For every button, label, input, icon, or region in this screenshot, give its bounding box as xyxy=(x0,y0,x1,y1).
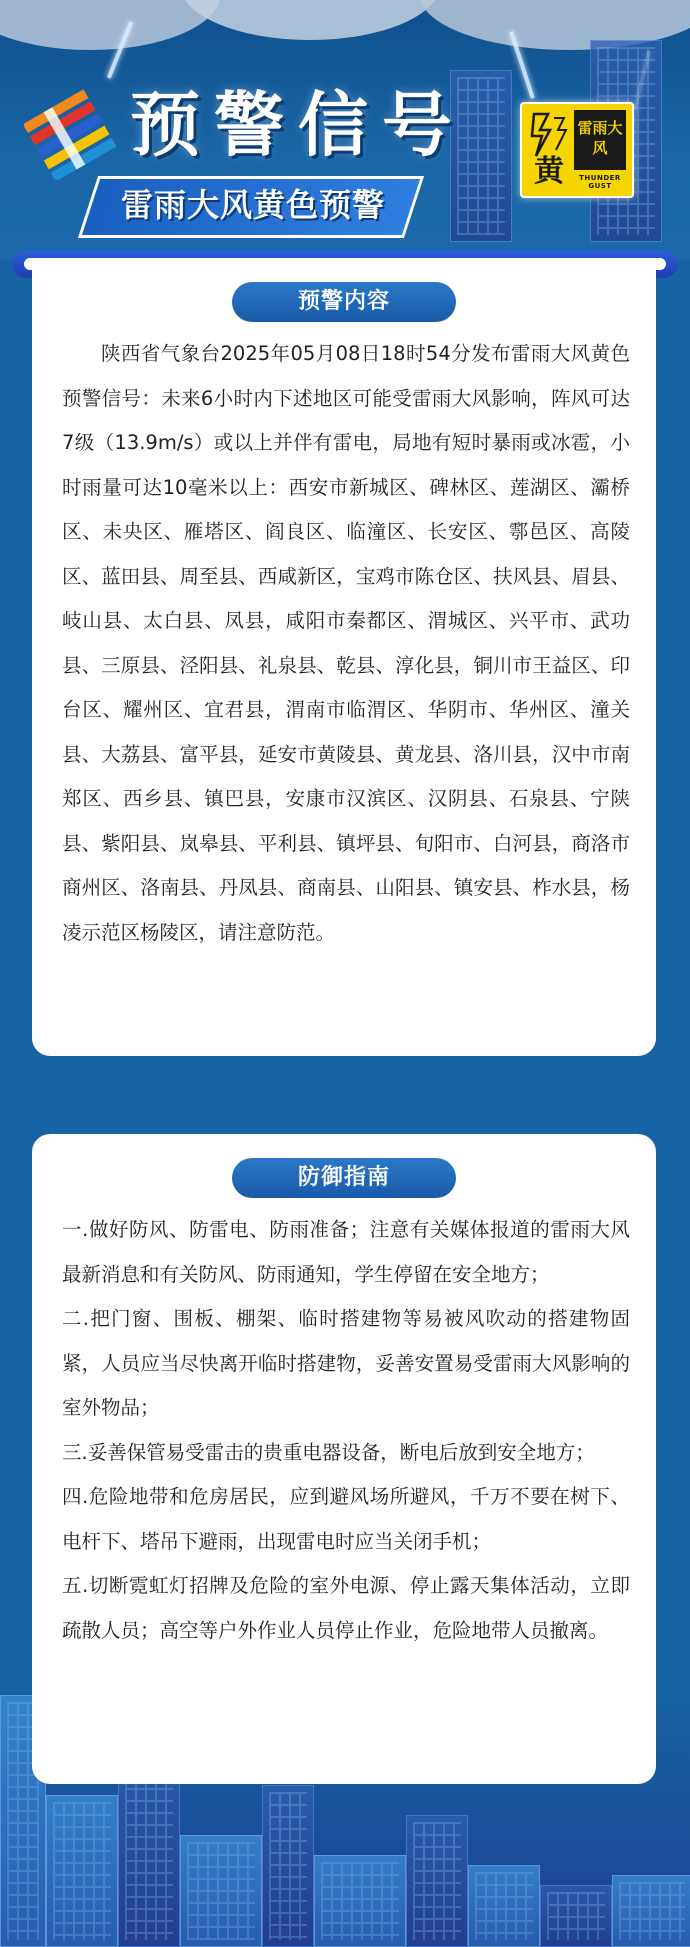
defense-guide-heading: 防御指南 xyxy=(232,1158,456,1198)
warning-content-text: 陕西省气象台2025年05月08日18时54分发布雷雨大风黄色预警信号：未来6小时内下述地区可能受雷雨大风影响，阵风可达7级（13.9m/s）或以上并伴有雷电，局地有短时暴雨或冰雹，小时雨量可达10毫米以上：西安市新城区、碑林区、莲湖区、灞桥区、未央区、雁塔区、阎良区、临潼区、长安区、鄠邑区、高陵区、蓝田县、周至县、西咸新区，宝鸡市陈仓区、扶风县、眉县、岐山县、太白县、凤县，咸阳市秦都区、渭城区、兴平市、武功县、三原县、泾阳县、礼泉县、乾县、淳化县，铜川市王益区、印台区、耀州区、宜君县，渭南市临渭区、华阴市、华州区、潼关县、大荔县、富平县，延安市黄陵县、黄龙县、洛川县，汉中市南郑区、西乡县、镇巴县，安康市汉滨区、汉阴县、石泉县、宁陕县、紫阳县、岚皋县、平利县、镇坪县、旬阳市、白河县，商洛市商州区、洛南县、丹凤县、商南县、山阳县、镇安县、柞水县，杨凌示范区杨陵区，请注意防范。 xyxy=(62,342,630,944)
guide-item: 三.妥善保管易受雷击的贵重电器设备，断电后放到安全地方； xyxy=(62,1440,595,1464)
guide-item: 四.危险地带和危房居民，应到避风场所避风，千万不要在树下、电杆下、塔吊下避雨，出现雷电时应当关闭手机； xyxy=(62,1485,630,1553)
badge-left-panel xyxy=(528,110,570,190)
badge-english-label: THUNDER GUST xyxy=(579,174,621,190)
defense-guide-card xyxy=(32,1134,656,1784)
warning-content-heading: 预警内容 xyxy=(232,282,456,322)
city-building xyxy=(180,1835,262,1947)
badge-type-label: 雷雨大风 xyxy=(574,110,626,170)
city-building xyxy=(540,1885,612,1947)
guide-item: 五.切断霓虹灯招牌及危险的室外电源、停止露天集体活动，立即疏散人员；高空等户外作业人员停止作业，危险地带人员撤离。 xyxy=(62,1574,630,1642)
badge-level-char: 黄 xyxy=(534,154,564,189)
yellow-warning-signal-badge xyxy=(520,102,634,198)
city-building xyxy=(46,1795,118,1947)
city-building xyxy=(612,1875,690,1947)
guide-item: 一.做好防风、防雷电、防雨准备；注意有关媒体报道的雷雨大风最新消息和有关防风、防雨通知，学生停留在安全地方； xyxy=(62,1218,630,1286)
warning-content-card xyxy=(32,266,656,1056)
city-building xyxy=(262,1785,314,1947)
guide-item: 二.把门窗、围板、棚架、临时搭建物等易被风吹动的搭建物固紧，人员应当尽快离开临时搭建物，妥善安置易受雷雨大风影响的室外物品； xyxy=(62,1307,630,1419)
lightning-icon xyxy=(528,110,570,160)
meteorology-logo-icon xyxy=(24,88,116,180)
page-title: 预警信号 xyxy=(130,84,466,166)
warning-subtitle: 雷雨大风黄色预警 xyxy=(120,186,385,224)
city-building xyxy=(406,1815,468,1947)
city-building xyxy=(314,1855,406,1947)
defense-guide-list xyxy=(62,1208,630,1653)
city-building xyxy=(468,1865,540,1947)
